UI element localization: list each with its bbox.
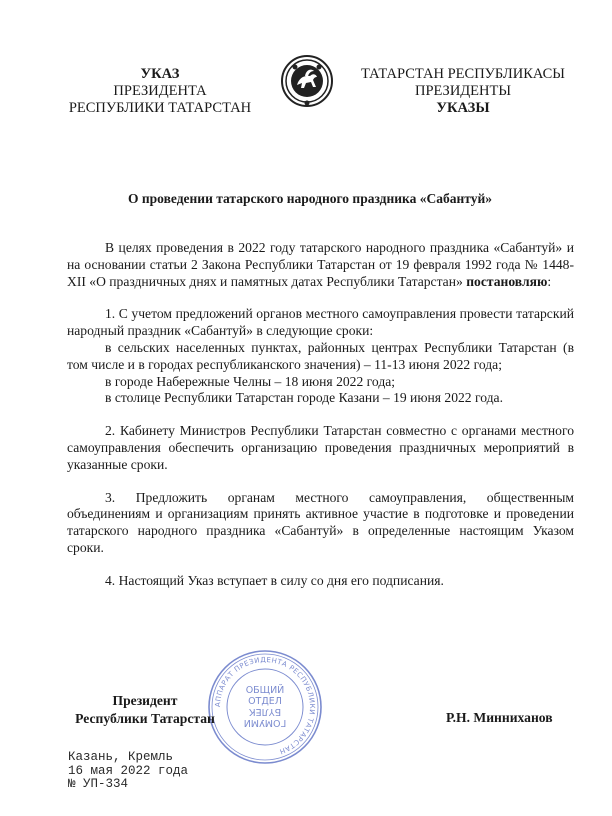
signatory-name: Р.Н. Минниханов — [446, 710, 553, 725]
item1-chelny: в городе Набережные Челны – 18 июня 2022 года; — [105, 373, 396, 389]
preamble-tail: : — [547, 273, 552, 289]
header-left-line2: ПРЕЗИДЕНТА — [113, 83, 207, 99]
signatory-title-line1: Президент — [112, 693, 178, 708]
decree-footer — [68, 751, 188, 792]
item4-paragraph: 4. Настоящий Указ вступает в силу со дня его подписания. — [105, 572, 444, 588]
header-right-line1: ТАТАРСТАН РЕСПУБЛИКАСЫ — [361, 66, 565, 82]
stamp-ring-text: АППАРАТ ПРЕЗИДЕНТА РЕСПУБЛИКИ ТАТАРСТАН — [213, 655, 317, 756]
header-left-line3: РЕСПУБЛИКИ ТАТАРСТАН — [68, 100, 252, 116]
header-left — [60, 66, 260, 117]
footer-number: № УП-334 — [68, 777, 129, 791]
item2-paragraph: 2. Кабинету Министров Республики Татарстан совместно с органами местного самоуправления обеспечить организацию проведения праздничных мероприятий в указанные сроки. — [67, 423, 574, 472]
stamp-line4: БҮЛЕК — [248, 706, 282, 717]
signatory-title-line2: Республики Татарстан — [75, 711, 215, 726]
item3-paragraph: 3. Предложить органам местного самоуправления, общественным объединениям и организациям принять активное участие в подготовке и проведении татарского народного праздника «Сабантуй» в определенные настоящим Указом сроки. — [67, 489, 574, 555]
decree-title: О проведении татарского народного праздника «Сабантуй» — [128, 191, 492, 206]
header-left-line1: УКАЗ — [140, 66, 180, 82]
header-right — [352, 66, 574, 117]
signatory-title — [60, 692, 230, 728]
footer-place: Казань, Кремль — [68, 750, 174, 764]
item1-kazan: в столице Республики Татарстан городе Казани – 19 июня 2022 года. — [105, 390, 503, 406]
header-right-line3: УКАЗЫ — [436, 100, 490, 116]
stamp-line1: ОБЩИЙ — [245, 685, 285, 696]
stamp-line3: ГОМУМИ — [243, 717, 287, 728]
preamble-text: В целях проведения в 2022 году татарского народного праздника «Сабантуй» и на основании статьи 2 Закона Республики Татарстан от 19 февраля 1992 года № 1448-XII «О праздничных днях и памятных датах Республики Татарстан» — [67, 240, 574, 289]
footer-date: 16 мая 2022 года — [68, 763, 189, 778]
item1-intro: 1. С учетом предложений органов местного самоуправления провести татарский народный праздник «Сабантуй» в следующие сроки: — [67, 306, 574, 339]
preamble-paragraph — [67, 240, 574, 290]
tatarstan-emblem-icon — [280, 54, 334, 108]
item1-rural: в сельских населенных пунктах, районных центрах Республики Татарстан (в том числе и в городах республиканского значения) – 11-13 июня 2022 года; — [67, 339, 574, 372]
decree-body — [67, 240, 574, 590]
stamp-line2: ОТДЕЛ — [248, 696, 282, 707]
header-right-line2: ПРЕЗИДЕНТЫ — [414, 83, 512, 99]
preamble-bold: постановляю — [466, 273, 548, 289]
